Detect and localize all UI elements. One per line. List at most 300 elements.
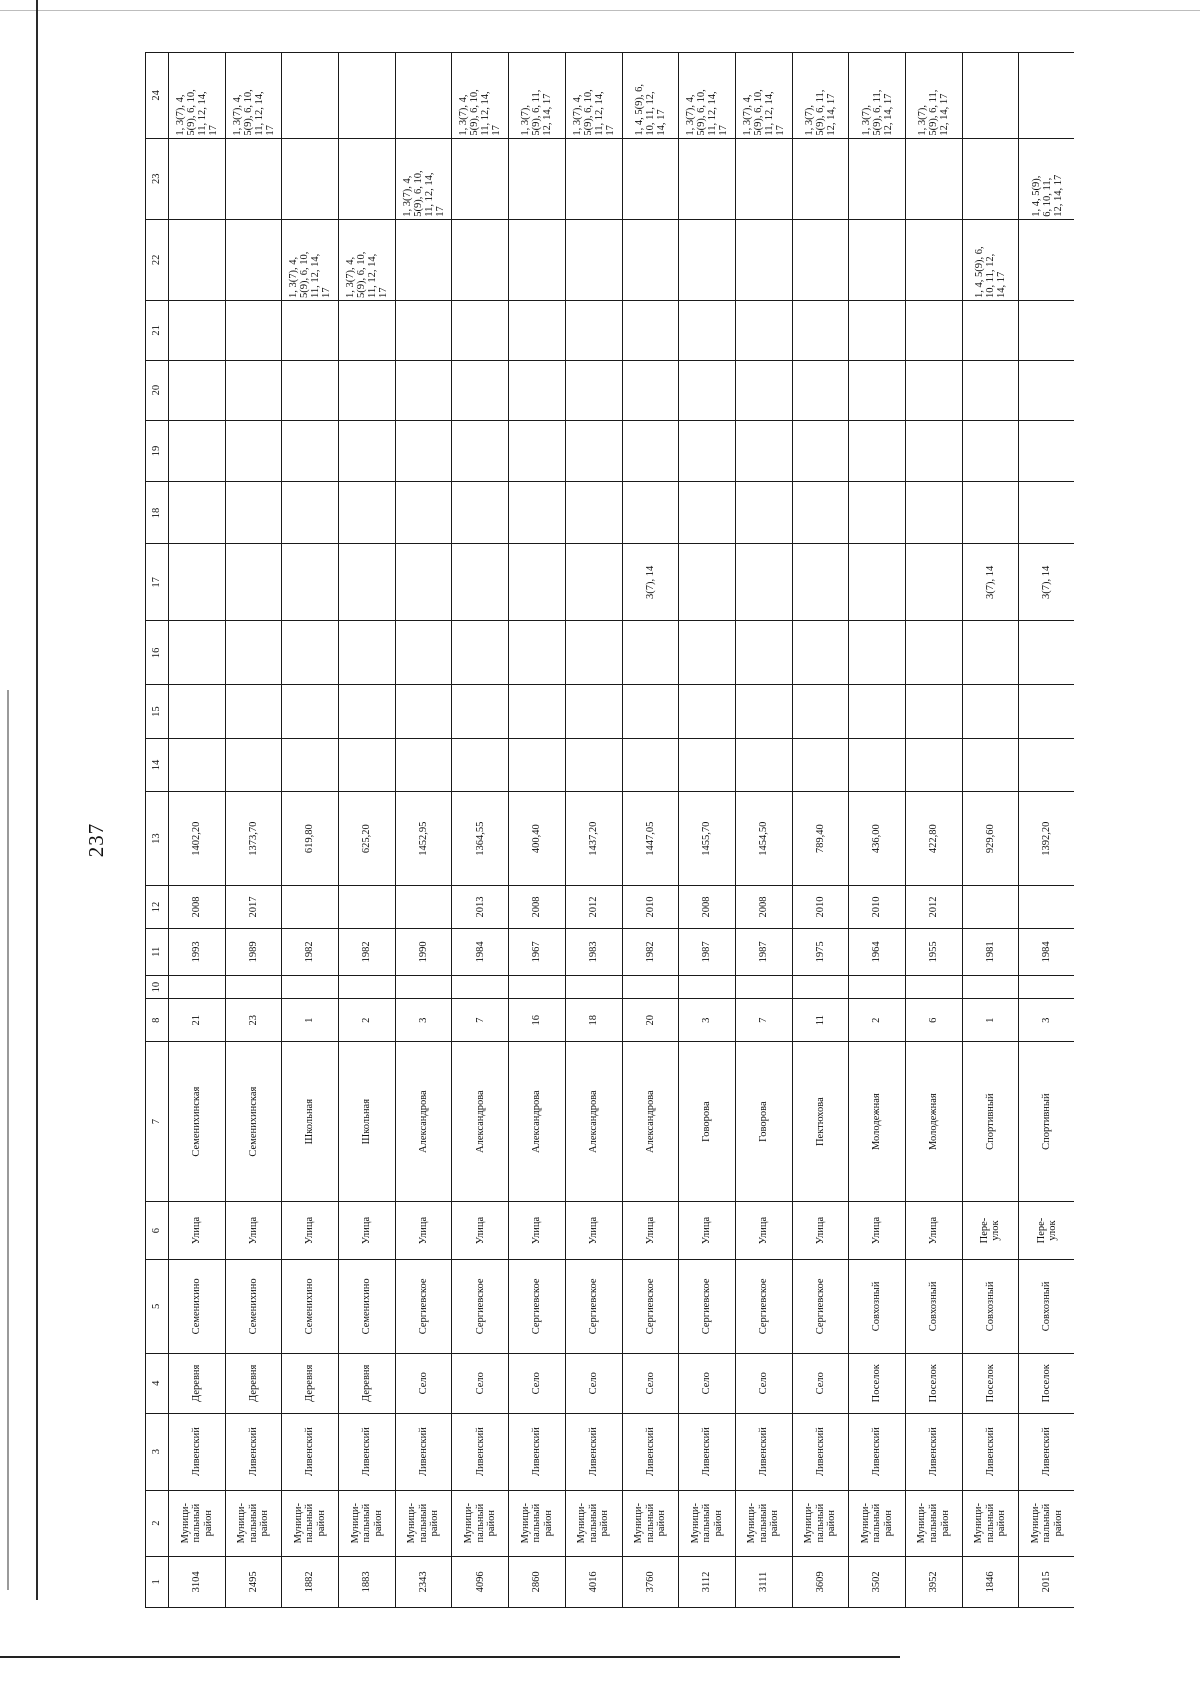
table-cell: 23 — [225, 999, 282, 1042]
table-cell: 1447,05 — [622, 792, 679, 886]
table-cell: 2343 — [395, 1556, 452, 1607]
table-cell — [622, 738, 679, 791]
table-cell: 1, 3(7), 4, 5(9), 6, 10, 11, 12, 14, 17 — [282, 219, 339, 300]
table-cell — [395, 300, 452, 360]
table-cell — [962, 53, 1019, 139]
table-cell: 1452,95 — [395, 792, 452, 886]
table-cell: Муници- пальный район — [849, 1490, 906, 1556]
table-cell: 789,40 — [792, 792, 849, 886]
table-cell: Ливенский — [169, 1413, 226, 1490]
table-cell: 4016 — [565, 1556, 622, 1607]
table-cell — [735, 360, 792, 420]
column-header: 6 — [146, 1202, 169, 1260]
table-cell — [905, 420, 962, 482]
table-cell: Говорова — [679, 1042, 736, 1202]
table-cell — [169, 420, 226, 482]
table-cell — [395, 685, 452, 738]
table-cell: 1982 — [339, 928, 396, 975]
table-cell: Улица — [622, 1202, 679, 1260]
table-cell — [395, 482, 452, 544]
table-cell — [622, 482, 679, 544]
table-cell: 1983 — [565, 928, 622, 975]
table-cell: 20 — [622, 999, 679, 1042]
table-cell — [849, 482, 906, 544]
table-cell: Пере- улок — [962, 1202, 1019, 1260]
table-cell — [339, 975, 396, 998]
table-cell — [792, 360, 849, 420]
table-cell: 2860 — [509, 1556, 566, 1607]
table-cell: Поселок — [962, 1353, 1019, 1413]
table-cell: 1437,20 — [565, 792, 622, 886]
table-cell — [509, 219, 566, 300]
table-cell: 1883 — [339, 1556, 396, 1607]
table-cell: 1967 — [509, 928, 566, 975]
table-cell — [225, 975, 282, 998]
table-cell — [395, 975, 452, 998]
table-cell: 2 — [339, 999, 396, 1042]
table-cell — [509, 138, 566, 219]
table-cell: 1984 — [1019, 928, 1074, 975]
table-cell: Совхозный — [849, 1259, 906, 1353]
table-cell: Ливенский — [452, 1413, 509, 1490]
table-cell: Муници- пальный район — [509, 1490, 566, 1556]
table-cell: Село — [622, 1353, 679, 1413]
table-cell — [735, 138, 792, 219]
table-cell: Ливенский — [509, 1413, 566, 1490]
table-cell — [395, 544, 452, 621]
header-row — [146, 53, 169, 1608]
table-cell — [622, 685, 679, 738]
table-cell — [735, 975, 792, 998]
column-header: 22 — [146, 219, 169, 300]
table-cell: Ливенский — [282, 1413, 339, 1490]
table-cell: Сергиевское — [622, 1259, 679, 1353]
table-row — [225, 53, 282, 1608]
table-cell: Ливенский — [565, 1413, 622, 1490]
table-cell — [565, 685, 622, 738]
table-cell — [1019, 482, 1074, 544]
table-cell — [565, 544, 622, 621]
column-header: 19 — [146, 420, 169, 482]
column-header: 18 — [146, 482, 169, 544]
table-cell: 1, 3(7), 5(9), 6, 11, 12, 14, 17 — [792, 53, 849, 139]
table-cell — [169, 738, 226, 791]
table-cell: 2015 — [1019, 1556, 1074, 1607]
table-cell — [282, 685, 339, 738]
table-cell — [679, 138, 736, 219]
table-cell: 1455,70 — [679, 792, 736, 886]
table-cell — [962, 360, 1019, 420]
table-cell — [509, 621, 566, 685]
table-cell — [1019, 975, 1074, 998]
table-cell: Александрова — [395, 1042, 452, 1202]
table-cell: 11 — [792, 999, 849, 1042]
table-cell — [282, 420, 339, 482]
table-cell — [962, 685, 1019, 738]
table-cell — [1019, 360, 1074, 420]
table-row — [339, 53, 396, 1608]
table-cell: Улица — [905, 1202, 962, 1260]
table-cell — [905, 975, 962, 998]
table-cell — [509, 975, 566, 998]
table-row — [849, 53, 906, 1608]
table-cell: Школьная — [282, 1042, 339, 1202]
table-cell: Муници- пальный район — [169, 1490, 226, 1556]
table-cell: Совхозный — [1019, 1259, 1074, 1353]
table-cell: Село — [735, 1353, 792, 1413]
table-cell: 4096 — [452, 1556, 509, 1607]
table-cell: Сергиевское — [395, 1259, 452, 1353]
table-cell: 1, 3(7), 4, 5(9), 6, 10, 11, 12, 14, 17 — [395, 138, 452, 219]
table-cell — [905, 360, 962, 420]
table-cell — [565, 621, 622, 685]
table-cell: 1373,70 — [225, 792, 282, 886]
table-cell — [339, 886, 396, 929]
table-cell — [905, 685, 962, 738]
column-header: 23 — [146, 138, 169, 219]
table-cell: Ливенский — [395, 1413, 452, 1490]
table-cell — [849, 621, 906, 685]
table-cell — [735, 420, 792, 482]
column-header: 21 — [146, 300, 169, 360]
table-cell: 929,60 — [962, 792, 1019, 886]
table-cell: Семенихинская — [225, 1042, 282, 1202]
table-cell: 7 — [735, 999, 792, 1042]
table-cell — [1019, 300, 1074, 360]
table-cell: 18 — [565, 999, 622, 1042]
table-cell: Поселок — [1019, 1353, 1074, 1413]
table-cell — [849, 219, 906, 300]
table-cell: 1402,20 — [169, 792, 226, 886]
table-cell: Говорова — [735, 1042, 792, 1202]
table-cell — [395, 621, 452, 685]
table-cell — [565, 219, 622, 300]
table-cell — [905, 482, 962, 544]
table-cell — [905, 219, 962, 300]
column-header: 15 — [146, 685, 169, 738]
table-cell — [565, 975, 622, 998]
table-cell — [282, 886, 339, 929]
table-cell: Ливенский — [679, 1413, 736, 1490]
table-cell: 2495 — [225, 1556, 282, 1607]
table-row — [792, 53, 849, 1608]
table-cell — [792, 300, 849, 360]
column-header: 24 — [146, 53, 169, 139]
table-row — [509, 53, 566, 1608]
table-cell: Молодежная — [905, 1042, 962, 1202]
table-cell: 7 — [452, 999, 509, 1042]
table-cell: Ливенский — [225, 1413, 282, 1490]
table-cell: Село — [792, 1353, 849, 1413]
table-cell — [622, 420, 679, 482]
table-cell: Сергиевское — [735, 1259, 792, 1353]
table-cell: 21 — [169, 999, 226, 1042]
table-cell: Улица — [395, 1202, 452, 1260]
table-cell: 2008 — [509, 886, 566, 929]
table-cell: 3 — [1019, 999, 1074, 1042]
table-cell — [905, 544, 962, 621]
table-cell — [622, 219, 679, 300]
table-cell — [1019, 420, 1074, 482]
table-cell — [622, 621, 679, 685]
column-header: 14 — [146, 738, 169, 791]
table-cell: Деревня — [282, 1353, 339, 1413]
table-cell — [225, 544, 282, 621]
table-cell: Село — [395, 1353, 452, 1413]
table-cell — [225, 138, 282, 219]
table-cell: Муници- пальный район — [735, 1490, 792, 1556]
table-cell — [282, 300, 339, 360]
table-cell: Муници- пальный район — [565, 1490, 622, 1556]
table-cell: Сергиевское — [679, 1259, 736, 1353]
table-cell: Село — [509, 1353, 566, 1413]
table-cell: 2010 — [849, 886, 906, 929]
table-cell: Муници- пальный район — [339, 1490, 396, 1556]
table-cell: 1, 3(7), 5(9), 6, 11, 12, 14, 17 — [509, 53, 566, 139]
table-cell: 1, 4, 5(9), 6, 10, 11, 12, 14, 17 — [1019, 138, 1074, 219]
table-cell — [169, 975, 226, 998]
table-cell: 3609 — [792, 1556, 849, 1607]
column-header: 8 — [146, 999, 169, 1042]
table-cell: 1990 — [395, 928, 452, 975]
table-cell: 2010 — [792, 886, 849, 929]
column-header: 17 — [146, 544, 169, 621]
table-cell: 1, 3(7), 5(9), 6, 11, 12, 14, 17 — [905, 53, 962, 139]
table-cell — [1019, 53, 1074, 139]
table-cell — [622, 360, 679, 420]
table-cell: Ливенский — [849, 1413, 906, 1490]
table-cell: Ливенский — [792, 1413, 849, 1490]
column-header: 10 — [146, 975, 169, 998]
column-header: 16 — [146, 621, 169, 685]
table-cell — [962, 886, 1019, 929]
table-cell — [792, 482, 849, 544]
table-cell: Пере- улок — [1019, 1202, 1074, 1260]
table-cell: 2013 — [452, 886, 509, 929]
table-cell: Пектюхова — [792, 1042, 849, 1202]
table-cell — [679, 420, 736, 482]
table-cell: 1882 — [282, 1556, 339, 1607]
table-cell: 2012 — [565, 886, 622, 929]
table-cell — [849, 738, 906, 791]
table-cell: Село — [679, 1353, 736, 1413]
table-cell: Улица — [339, 1202, 396, 1260]
table-cell: Поселок — [849, 1353, 906, 1413]
table-cell — [1019, 886, 1074, 929]
table-cell: Село — [452, 1353, 509, 1413]
page-number: 237 — [84, 822, 108, 858]
table-cell — [282, 621, 339, 685]
table-cell — [735, 482, 792, 544]
table-cell — [169, 482, 226, 544]
table-cell — [339, 544, 396, 621]
table-cell: Улица — [679, 1202, 736, 1260]
scan-edge-bottom — [0, 1656, 900, 1658]
table-cell: 1987 — [735, 928, 792, 975]
table-cell: 1392,20 — [1019, 792, 1074, 886]
table-cell — [282, 738, 339, 791]
table-cell: 1981 — [962, 928, 1019, 975]
column-header: 7 — [146, 1042, 169, 1202]
table-cell — [169, 360, 226, 420]
register-table-area — [145, 52, 1074, 1608]
table-cell: 1982 — [622, 928, 679, 975]
table-cell — [282, 544, 339, 621]
scan-edge-top — [0, 10, 1200, 11]
table-cell: 16 — [509, 999, 566, 1042]
table-cell — [509, 685, 566, 738]
table-cell — [339, 53, 396, 139]
table-cell — [679, 219, 736, 300]
table-cell — [452, 420, 509, 482]
table-cell: 1 — [282, 999, 339, 1042]
table-cell: 6 — [905, 999, 962, 1042]
table-cell — [339, 482, 396, 544]
table-cell: Поселок — [905, 1353, 962, 1413]
table-cell: Спортивный — [1019, 1042, 1074, 1202]
table-cell — [339, 621, 396, 685]
table-cell: 1, 4, 5(9), 6, 10, 11, 12, 14, 17 — [622, 53, 679, 139]
table-cell — [735, 685, 792, 738]
table-cell: Ливенский — [962, 1413, 1019, 1490]
table-cell: 422,80 — [905, 792, 962, 886]
table-cell: 2008 — [735, 886, 792, 929]
table-cell: 1454,50 — [735, 792, 792, 886]
table-cell — [849, 360, 906, 420]
table-cell — [509, 420, 566, 482]
table-cell — [169, 138, 226, 219]
table-cell: Спортивный — [962, 1042, 1019, 1202]
table-cell — [792, 975, 849, 998]
table-cell — [169, 685, 226, 738]
table-cell — [565, 420, 622, 482]
table-cell — [679, 685, 736, 738]
table-cell — [452, 738, 509, 791]
table-cell: 1, 3(7), 4, 5(9), 6, 10, 11, 12, 14, 17 — [169, 53, 226, 139]
table-cell: 1846 — [962, 1556, 1019, 1607]
table-cell: 2008 — [169, 886, 226, 929]
table-cell — [962, 300, 1019, 360]
table-cell: 1975 — [792, 928, 849, 975]
table-cell — [849, 975, 906, 998]
table-cell: Улица — [169, 1202, 226, 1260]
table-cell: 2010 — [622, 886, 679, 929]
table-cell: 1993 — [169, 928, 226, 975]
table-row — [622, 53, 679, 1608]
table-cell — [339, 738, 396, 791]
table-cell: Деревня — [169, 1353, 226, 1413]
table-cell: 2017 — [225, 886, 282, 929]
table-cell: 3760 — [622, 1556, 679, 1607]
table-cell — [565, 482, 622, 544]
table-cell — [395, 420, 452, 482]
table-cell: 1, 3(7), 5(9), 6, 11, 12, 14, 17 — [849, 53, 906, 139]
table-cell: 2012 — [905, 886, 962, 929]
table-cell: 400,40 — [509, 792, 566, 886]
table-cell — [225, 685, 282, 738]
table-cell: 1, 3(7), 4, 5(9), 6, 10, 11, 12, 14, 17 — [339, 219, 396, 300]
rotated-table-wrapper — [145, 52, 1074, 1608]
table-cell: Александрова — [509, 1042, 566, 1202]
table-cell: Сергиевское — [509, 1259, 566, 1353]
column-header: 1 — [146, 1556, 169, 1607]
table-cell — [225, 482, 282, 544]
column-header: 4 — [146, 1353, 169, 1413]
table-cell — [282, 360, 339, 420]
table-cell: Деревня — [339, 1353, 396, 1413]
table-cell — [792, 738, 849, 791]
table-cell: 3104 — [169, 1556, 226, 1607]
column-header: 2 — [146, 1490, 169, 1556]
table-cell — [622, 975, 679, 998]
table-cell: Александрова — [452, 1042, 509, 1202]
table-cell — [735, 544, 792, 621]
table-cell — [169, 300, 226, 360]
table-cell — [849, 138, 906, 219]
table-cell — [395, 53, 452, 139]
table-cell — [962, 975, 1019, 998]
table-cell: 1964 — [849, 928, 906, 975]
table-cell — [1019, 621, 1074, 685]
column-header: 3 — [146, 1413, 169, 1490]
table-cell: Александрова — [565, 1042, 622, 1202]
table-cell — [679, 300, 736, 360]
table-cell: Совхозный — [962, 1259, 1019, 1353]
table-cell: Семенихинская — [169, 1042, 226, 1202]
table-cell — [905, 738, 962, 791]
table-cell — [905, 138, 962, 219]
table-cell: 1987 — [679, 928, 736, 975]
table-cell: 1, 3(7), 4, 5(9), 6, 10, 11, 12, 14, 17 — [679, 53, 736, 139]
table-cell: Улица — [849, 1202, 906, 1260]
table-cell — [509, 300, 566, 360]
table-cell — [339, 360, 396, 420]
table-cell: 625,20 — [339, 792, 396, 886]
table-row — [565, 53, 622, 1608]
table-cell — [565, 300, 622, 360]
table-cell — [452, 482, 509, 544]
table-cell — [565, 738, 622, 791]
table-cell — [282, 975, 339, 998]
table-cell — [509, 360, 566, 420]
table-cell: 1, 3(7), 4, 5(9), 6, 10, 11, 12, 14, 17 — [452, 53, 509, 139]
table-cell: Село — [565, 1353, 622, 1413]
table-cell — [792, 544, 849, 621]
table-cell — [395, 738, 452, 791]
table-cell — [169, 544, 226, 621]
table-cell — [679, 621, 736, 685]
table-cell — [565, 360, 622, 420]
table-cell — [225, 300, 282, 360]
table-cell — [735, 738, 792, 791]
table-cell: Муници- пальный район — [282, 1490, 339, 1556]
table-cell — [452, 544, 509, 621]
table-cell — [225, 219, 282, 300]
table-cell — [452, 975, 509, 998]
column-header: 11 — [146, 928, 169, 975]
table-cell — [452, 360, 509, 420]
table-cell: Семенихино — [225, 1259, 282, 1353]
table-cell: 1, 3(7), 4, 5(9), 6, 10, 11, 12, 14, 17 — [225, 53, 282, 139]
table-cell: Александрова — [622, 1042, 679, 1202]
table-body — [169, 53, 1075, 1608]
table-cell — [679, 482, 736, 544]
table-cell — [1019, 219, 1074, 300]
table-cell: Улица — [225, 1202, 282, 1260]
table-cell: Муници- пальный район — [1019, 1490, 1074, 1556]
table-cell: Сергиевское — [565, 1259, 622, 1353]
table-cell — [962, 420, 1019, 482]
